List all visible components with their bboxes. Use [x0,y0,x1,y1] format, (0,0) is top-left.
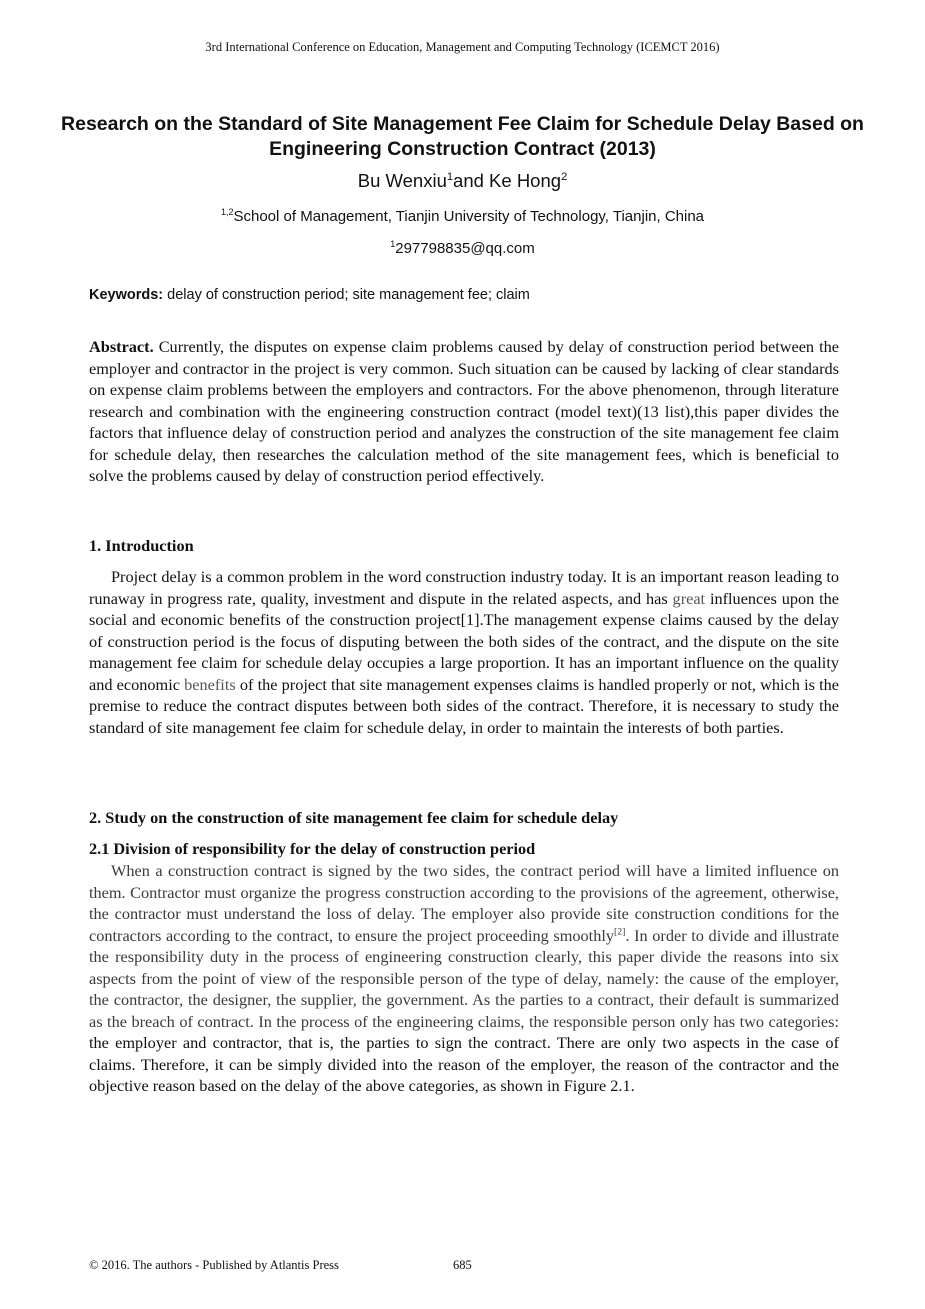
abstract-label: Abstract. [89,337,154,356]
introduction-paragraph [89,566,839,738]
citation-ref: [2] [614,926,626,938]
section-heading-2: 2. Study on the construction of site management fee claim for schedule delay [89,808,619,827]
author-email [0,240,925,257]
affiliation-text: School of Management, Tianjin University of Technology, Tianjin, China [233,208,705,225]
affiliation-mark: 1,2 [220,207,234,217]
subsection-heading-2-1: 2.1 Division of responsibility for the delay of construction period [89,839,536,858]
conference-header: 3rd International Conference on Education, Management and Computing Technology (ICEMCT 2016) [205,40,720,54]
affiliation [0,208,925,225]
author-1: Bu Wenxiu [357,170,447,191]
section-heading-introduction: 1. Introduction [89,536,194,555]
keywords-text: delay of construction period; site management fee; claim [163,287,530,303]
intro-text-4: benefits [184,674,236,694]
author-1-affiliation-mark: 1 [446,170,454,183]
page-number: 685 [453,1258,472,1272]
abstract [89,336,839,487]
email-text: 297798835@qq.com [395,240,535,257]
keywords-label: Keywords: [89,287,164,303]
abstract-text: Currently, the disputes on expense claim problems caused by delay of construction period between the employer and contractor in the project is very common. Such situation can be caused by lacking of clear standards on expense claim problems between the employers and contractors. For the above phenomenon, through literature research and combination with the engineering construction contract (model text)(13 list),this paper divides the factors that influence delay of construction period and analyzes the construction of the site management fee claim for schedule delay, then researches the calculation method of the site management fees, which is beneficial to solve the problems caused by delay of construction period effectively. [89,337,839,485]
sec21-text-3: the employer and contractor, that is, the parties to sign the contract. There are only two aspects in the case of claims. Therefore, it can be simply divided into the reason of the employer, the reason of the contractor and the objective reason based on the delay of the above categories, as shown in Figure 2.1. [89,1033,839,1095]
sec21-text-1: When a construction contract is signed by the two sides, the contract period will have a limited influence on them. Contractor must organize the progress construction according to the provisions of the agreement, otherwise, the contractor must understand the loss of delay. The employer also provide site construction conditions for the contractors according to the contract, to ensure the project proceeding smoothly [89,861,839,945]
footer-copyright: © 2016. The authors - Published by Atlantis Press [89,1258,339,1272]
subsection-2-1-paragraph [89,860,839,1097]
email-mark: 1 [390,239,396,249]
intro-text-3: influences upon the social and economic benefits of the construction project[1].The management expense claims caused by the delay of construction period is the focus of disputing between the both sides of the contract, and the dispute on the site management fee claim for schedule delay occupies a large proportion. It has an important influence on the quality and economic [89,588,839,694]
sec21-text-2: . In order to divide and illustrate the responsibility duty in the process of engineering construction clearly, this paper divide the reasons into six aspects from the point of view of the responsible person of the type of delay, namely: the cause of the employer, the contractor, the designer, the supplier, the government. As the parties to a contract, their default is summarized as the breach of contract. In the process of the engineering claims, the responsible person only has two categories: [89,925,839,1031]
author-2-affiliation-mark: 2 [561,170,568,183]
keywords [89,287,530,303]
author-2: and Ke Hong [453,170,562,191]
paper-title: Research on the Standard of Site Management Fee Claim for Schedule Delay Based on Engineering Construction Contract (2013) [61,113,864,160]
intro-text-2: great [672,588,706,608]
intro-text-5: of the project that site management expenses claims is handled properly or not, which is the premise to reduce the contract disputes between both sides of the contract. Therefore, it is necessary to study the standard of site management fee claim for schedule delay, in order to maintain the interests of both parties. [89,674,840,737]
authors-line [0,170,925,192]
intro-text-1: Project delay is a common problem in the word construction industry today. It is an important reason leading to runaway in progress rate, quality, investment and dispute in the related aspects, and has [89,567,839,608]
